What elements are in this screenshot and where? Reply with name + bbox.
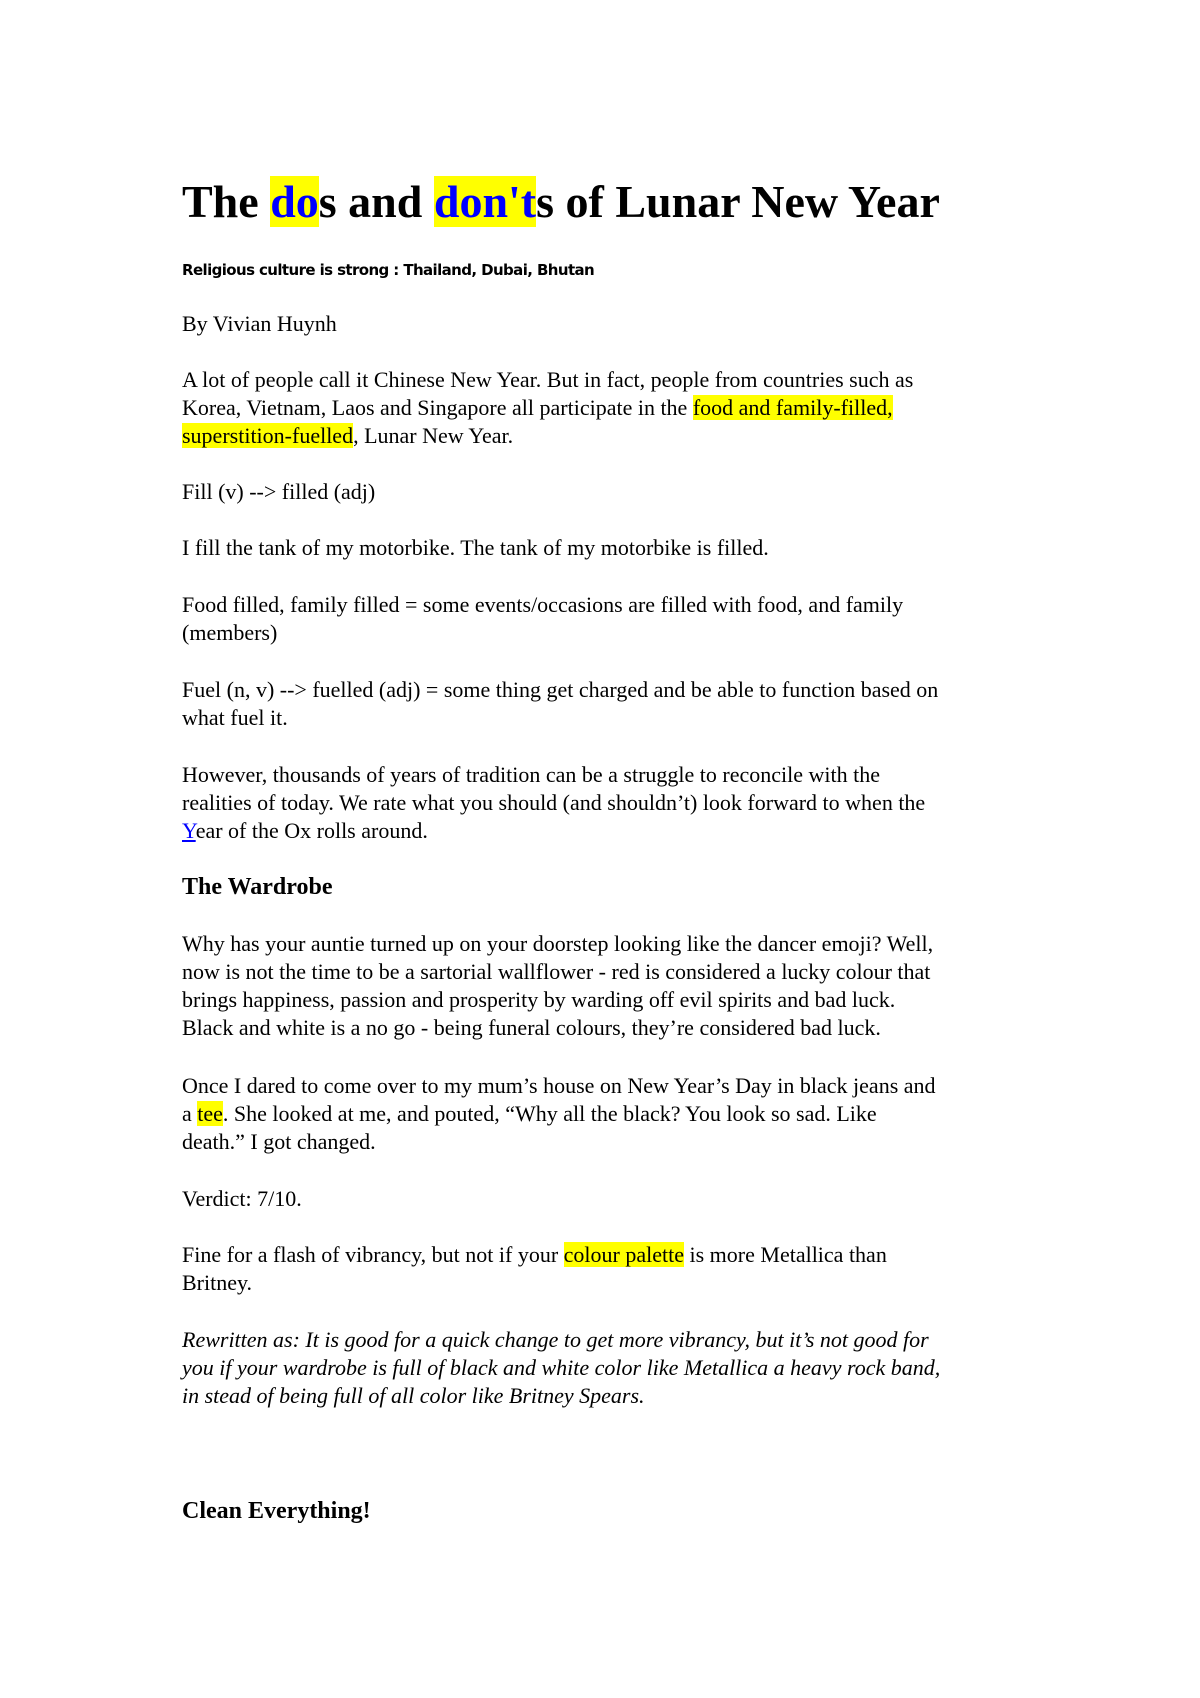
- rewritten-paragraph: [182, 1326, 1042, 1410]
- title-highlight-dos: do: [270, 176, 319, 227]
- wardrobe-p2-line-2-pre: a: [182, 1101, 198, 1126]
- clean-heading: Clean Everything!: [182, 1498, 371, 1524]
- however-line-2: realities of today. We rate what you should (and shouldn’t) look forward to when the: [182, 790, 926, 815]
- food-filled-line-1: Food filled, family filled = some events/occasions are filled with food, and family: [182, 592, 904, 617]
- intro-line-2: [182, 394, 1042, 422]
- title-text-1: The: [182, 176, 271, 227]
- fine-line-2: Britney.: [182, 1270, 253, 1295]
- fine-line-1: [182, 1241, 1042, 1269]
- wardrobe-p1-line-3: brings happiness, passion and prosperity by warding off evil spirits and bad luck.: [182, 987, 896, 1012]
- verdict: Verdict: 7/10.: [182, 1186, 302, 1211]
- intro-line-1: A lot of people call it Chinese New Year. But in fact, people from countries such as: [182, 367, 914, 392]
- however-line-1: However, thousands of years of tradition can be a struggle to reconcile with the: [182, 762, 881, 787]
- fuel-line-2: what fuel it.: [182, 705, 288, 730]
- byline: By Vivian Huynh: [182, 311, 337, 336]
- wardrobe-paragraph-2: [182, 1072, 1042, 1156]
- intro-paragraph: [182, 366, 1042, 450]
- title-text-2: s and: [318, 176, 434, 227]
- however-paragraph: [182, 761, 1042, 845]
- intro-line-3: [182, 422, 1042, 450]
- highlight-superstition: superstition-fuelled: [182, 423, 354, 448]
- fill-example: I fill the tank of my motorbike. The tank of my motorbike is filled.: [182, 535, 769, 560]
- however-line-3-text: ear of the Ox rolls around.: [195, 818, 428, 843]
- fill-definition: Fill (v) --> filled (adj): [182, 479, 376, 504]
- wardrobe-p2-line-2: [182, 1100, 1042, 1128]
- however-line-3: [182, 817, 1042, 845]
- year-link[interactable]: Y: [182, 818, 196, 843]
- highlight-food-family: food and family-filled,: [692, 395, 893, 420]
- wardrobe-p1-line-2: now is not the time to be a sartorial wallflower - red is considered a lucky colour that: [182, 959, 931, 984]
- rewritten-line-1: Rewritten as: It is good for a quick change to get more vibrancy, but it’s not good for: [182, 1327, 929, 1352]
- article-title: [182, 174, 1042, 230]
- fuel-definition: [182, 676, 1042, 732]
- rewritten-line-2: you if your wardrobe is full of black and white color like Metallica a heavy rock band,: [182, 1355, 941, 1380]
- title-highlight-donts: don't: [433, 176, 537, 227]
- fuel-line-1: Fuel (n, v) --> fuelled (adj) = some thing get charged and be able to function based on: [182, 677, 939, 702]
- intro-line-3-text: , Lunar New Year.: [353, 423, 514, 448]
- wardrobe-p2-line-3: death.” I got changed.: [182, 1129, 376, 1154]
- wardrobe-p1-line-4: Black and white is a no go - being funeral colours, they’re considered bad luck.: [182, 1015, 881, 1040]
- rewritten-line-3: in stead of being full of all color like Britney Spears.: [182, 1383, 645, 1408]
- food-filled-paragraph: [182, 591, 1042, 647]
- highlight-colour-palette: colour palette: [563, 1242, 684, 1267]
- wardrobe-p2-line-2-post: . She looked at me, and pouted, “Why all the black? You look so sad. Like: [222, 1101, 877, 1126]
- intro-line-2-text: Korea, Vietnam, Laos and Singapore all participate in the: [182, 395, 693, 420]
- wardrobe-p2-line-1: Once I dared to come over to my mum’s house on New Year’s Day in black jeans and: [182, 1073, 936, 1098]
- fine-paragraph: [182, 1241, 1042, 1297]
- food-filled-line-2: (members): [182, 620, 278, 645]
- subtitle: Religious culture is strong : Thailand, Dubai, Bhutan: [182, 261, 595, 279]
- title-text-3: s of Lunar New Year: [536, 176, 940, 227]
- wardrobe-p1-line-1: Why has your auntie turned up on your doorstep looking like the dancer emoji? Well,: [182, 931, 934, 956]
- fine-line-1-pre: Fine for a flash of vibrancy, but not if your: [182, 1242, 564, 1267]
- wardrobe-heading: The Wardrobe: [182, 874, 333, 900]
- wardrobe-paragraph-1: [182, 930, 1042, 1042]
- highlight-tee: tee: [197, 1101, 223, 1126]
- fine-line-1-post: is more Metallica than: [684, 1242, 887, 1267]
